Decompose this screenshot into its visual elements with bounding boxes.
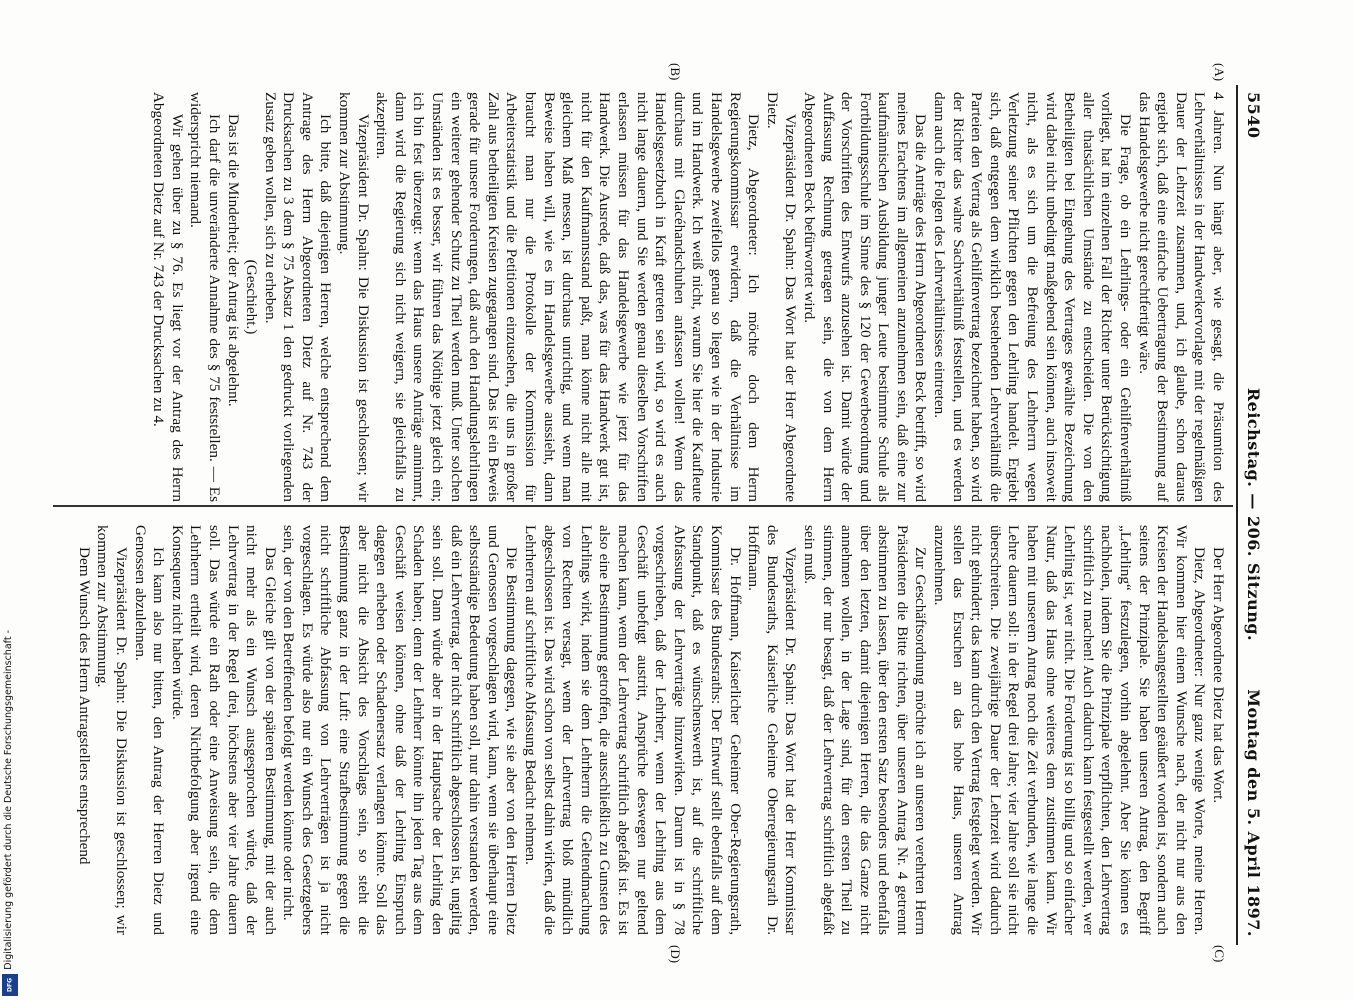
- left-column: [67, 92, 1227, 502]
- header-rule: [1236, 85, 1238, 945]
- paragraph: Ich darf die unveränderte Annahme des § 75 feststellen. — Es widerspricht niemand.: [187, 92, 223, 502]
- running-head: [1237, 92, 1273, 937]
- dfg-logo-icon: DFG: [2, 974, 18, 996]
- paragraph: Dietz, Abgeordneter: Nur ganz wenige Worte, meine Herren. Wir kommen hier einem Wunsche nach, der nicht nur aus den Kreisen der Handelsangestellten geäußert worden ist, sondern auch seitens der Prinzipale. Sie haben unseren Antrag, den Begriff „Lehrling“ festzulegen, vorhin abgelehnt. Aber Sie können es nachholen, indem Sie die Prinzipale verpflichten, den Lehrvertrag schriftlich zu machen! Auch dadurch kann festgestellt werden, wer Lehrling ist, wer nicht. Die Forderung ist so billig und so einfacher Natur, daß das Haus ohne weiteres dem zustimmen kann. Wir haben mit unserem Antrag noch die Zeit verbunden, wie lange die Lehre dauern soll: in der Regel drei Jahre; vier Jahre soll sie nicht überschreiten. Die zweijährige Dauer der Lehrzeit wird dadurch nicht gehindert; das kann durch den Vertrag festgelegt werden. Wir stellen das Ersuchen an das hohe Haus, unseren Antrag anzunehmen.: [931, 525, 1209, 935]
- paragraph: Vizepräsident Dr. Spahn: Die Diskussion ist geschlossen; wir kommen zur Abstimmung.: [336, 92, 372, 502]
- margin-mark-b: (B): [668, 63, 683, 81]
- paragraph: Die Bestimmung dagegen, wie sie aber von den Herren Dietz und Genossen vorgeschlagen wird, kann, wenn sie überhaupt eine selbstständige Bedeutung haben soll, nur dahin verstanden werden, daß ein Lehrvertrag, der nicht schriftlich abgeschlossen ist, ungiltig sein soll. Dann würde aber in der Hauptsache der Lehrling den Schaden haben; denn der Lehrherr könnte ihn jeden Tag aus dem Geschäft weisen können, ohne daß der Lehrling Einspruch dagegen erheben oder Schadenersatz verlangen könnte. Soll das aber nicht die Absicht des Vorschlags sein, so steht die Bestimmung ganz in der Luft: eine Strafbestimmung gegen die nicht schriftliche Abfassung von Lehrverträgen ist ja nicht vorgeschlagen. Es würde also nur ein Wunsch des Gesetzgebers sein, der von den Betreffenden befolgt werden könnte oder nicht.: [280, 525, 521, 935]
- credit-text: Digitalisierung gefördert durch die Deutsche Forschungsgemeinschaft -: [3, 630, 14, 970]
- paragraph: Vizepräsident Dr. Spahn: Das Wort hat der Herr Kommissar des Bundesraths, Kaiserliche Geheime Oberregierungsrath Dr. Hoffmann.: [745, 525, 800, 935]
- paragraph: Ich bitte, daß diejenigen Herren, welche entsprechend dem Antrage des Herrn Abgeordneten Dietz auf Nr. 743 der Drucksachen zu 3 dem § 75 Absatz 1 den gedruckt vorliegenden Zusatz geben wollen, sich zu erheben.: [261, 92, 335, 502]
- margin-mark-c: (C): [1212, 945, 1227, 963]
- paragraph: Das die Anträge des Herrn Abgeordneten Beck betrifft, so wird meines Erachtens im allgemeinen anzunehmen sein, daß eine zur kaufmännischen Ausbildung junger Leute bestimmte Schule als Fortbildungsschule im Sinne des § 120 der Gewerbeordnung und der Vorschriften des Entwurfs anzusehen ist. Damit würde der Auffassung Rechnung getragen sein, die von dem Herrn Abgeordneten Beck befürwortet wird.: [800, 92, 930, 502]
- paragraph: Dr. Hoffmann, Kaiserlicher Geheimer Ober-Regierungsrath, Kommissar des Bundesraths: Der Entwurf stellt ebenfalls auf dem Standpunkt, daß es wünschenswerth ist, auf die schriftliche Abfassung der Lehrverträge hinzuwirken. Darum ist in § 78 vorgeschrieben, daß der Lehrherr, wenn der Lehrling aus dem Geschäft unbefugt austritt, Ansprüche deswegen nur geltend machen kann, wenn der Lehrvertrag schriftlich abgefaßt ist. Es ist also eine Bestimmung getroffen, die ausschließlich zu Gunsten des Lehrlings wirkt, indem sie dem Lehrherrn die Geltendmachung von Rechten versagt, wenn der Lehrvertrag bloß mündlich abgeschlossen ist. Das wird schon von selbst dahin wirken, daß die Lehrherren auf schriftliche Abfassung Bedacht nehmen.: [522, 525, 744, 935]
- paragraph: Dietz, Abgeordneter: Ich möchte doch dem Herrn Regierungskommissar erwidern, daß die Verhältnisse im Handelsgewerbe zweifellos genau so liegen wie in der Industrie und im Handwerk. Ich weiß nicht, warum Sie hier die Kaufleute durchaus mit Glacéhandschuhen anfassen wollen! Wenn das Handelsgesetzbuch in Kraft getreten sein wird, so wird es auch nicht lange dauern, und Sie werden genau dieselben Vorschriften erlassen müssen für das Handelsgewerbe wie jetzt für das Handwerk. Die Ausrede, daß das, was für das Handwerk gut ist, nicht für den Kaufmannsstand paßt, man könne nicht alle mit gleichem Maß messen, ist durchaus unrichtig, und wenn man Beweise haben will, wie es im Handelsgewerbe aussieht, dann braucht man nur die Protokolle der Kommission für Arbeiterstatistik und die Petitionen einzusehen, die uns in großer Zahl aus betheiligten Kreisen zugegangen sind. Das ist ein Beweis gerade für unsere Forderungen, daß auch den Handlungslehrlingen ein weiterer gehender Schutz zu Theil werden muß. Unter solchen Umständen ist es besser, wir führen das Nöthige jetzt gleich ein; ich bin fest überzeugt: wenn das Haus unsere Anträge annimmt, dann wird die Regierung sich nicht weigern, sie gleichfalls zu akzeptiren.: [373, 92, 763, 502]
- paragraph: Das Gleiche gilt von der späteren Bestimmung, mit der auch nicht mehr als ein Wunsch ausgesprochen würde, daß der Lehrvertrag in der Regel drei, höchstens aber vier Jahre dauern soll. Das würde ein Rath oder eine Anweisung sein, die dem Lehrherrn ertheilt wird, deren Nichtbefolgung aber irgend eine Konsequenz nicht haben würde.: [168, 525, 279, 935]
- paragraph: Wir gehen über zu § 76. Es liegt vor der Antrag des Herrn Abgeordneten Dietz auf Nr. 743 der Drucksachen zu 4.: [150, 92, 186, 502]
- margin-mark-a: (A): [1212, 63, 1227, 82]
- margin-mark-d: (D): [668, 945, 683, 964]
- paragraph: Dem Wunsch des Herrn Antragstellers entsprechend: [75, 547, 93, 865]
- paragraph: Die Frage, ob ein Lehrlings- oder ein Gehilfenverhältniß vorliegt, hat im einzelnen Fall der Richter unter Berücksichtigung aller thatsächlichen Umstände zu entscheiden. Die von den Betheiligten bei Eingehung des Vertrages gewählte Bezeichnung wird dabei nicht unbedingt maßgebend sein können, auch insoweit nicht, als es sich um die Befreiung des Lehrherrn wegen Verletzung seiner Pflichten gegen den Lehrling handelt. Ergiebt sich, daß entgegen dem wirklich bestehenden Lehrverhältniß die Parteien den Vertrag als Gehilfenvertrag bezeichnet haben, so wird der Richter das wahre Sachverhältniß feststellen, und es werden dann auch die Folgen des Lehrverhältnisses eintreten.: [931, 92, 1135, 502]
- paragraph: Vizepräsident Dr. Spahn: Das Wort hat der Herr Abgeordnete Dietz.: [763, 92, 800, 502]
- session-date: Montag den 5. April 1897.: [1244, 689, 1263, 937]
- paragraph: Vizepräsident Dr. Spahn: Die Diskussion ist geschlossen; wir kommen zur Abstimmung.: [94, 525, 130, 935]
- session-title: Reichstag. — 206. Sitzung.: [1244, 387, 1263, 642]
- paragraph: Der Herr Abgeordnete Dietz hat das Wort.: [1210, 547, 1227, 804]
- paragraph: 4 Jahren. Nun hängt aber, wie gesagt, die Präsumtion des Lehrverhältnisses in der Handwerkervorlage mit der regelmäßigen Dauer der Lehrzeit zusammen, und, ich glaube, schon daraus ergiebt sich, daß eine einfache Uebertragung der Bestimmung auf das Handelsgewerbe nicht gerechtfertigt wäre.: [1135, 92, 1227, 502]
- paragraph: (Geschieht.): [243, 259, 261, 335]
- paragraph: Das ist die Minderheit; der Antrag ist abgelehnt.: [224, 114, 242, 407]
- paragraph: Ich kann also nur bitten, den Antrag der Herren Dietz und Genossen abzulehnen.: [131, 525, 168, 935]
- paragraph: Zur Geschäftsordnung möchte ich an unseren verehrten Herrn Präsidenten die Bitte richten, über unseren Antrag Nr. 4 getrennt abstimmen zu lassen, über den ersten Satz besonders und ebenfalls über den letzten, damit diejenigen Herren, die das Ganze nicht annehmen wollen, in der Lage sind, für den ersten Theil zu stimmen, der nur besagt, daß der Lehrvertrag schriftlich abgefaßt sein muß.: [800, 525, 930, 935]
- right-column: [67, 525, 1227, 935]
- column-divider: [53, 505, 1233, 507]
- page-number: 5540: [1244, 92, 1263, 139]
- digitization-credit: [0, 0, 20, 1000]
